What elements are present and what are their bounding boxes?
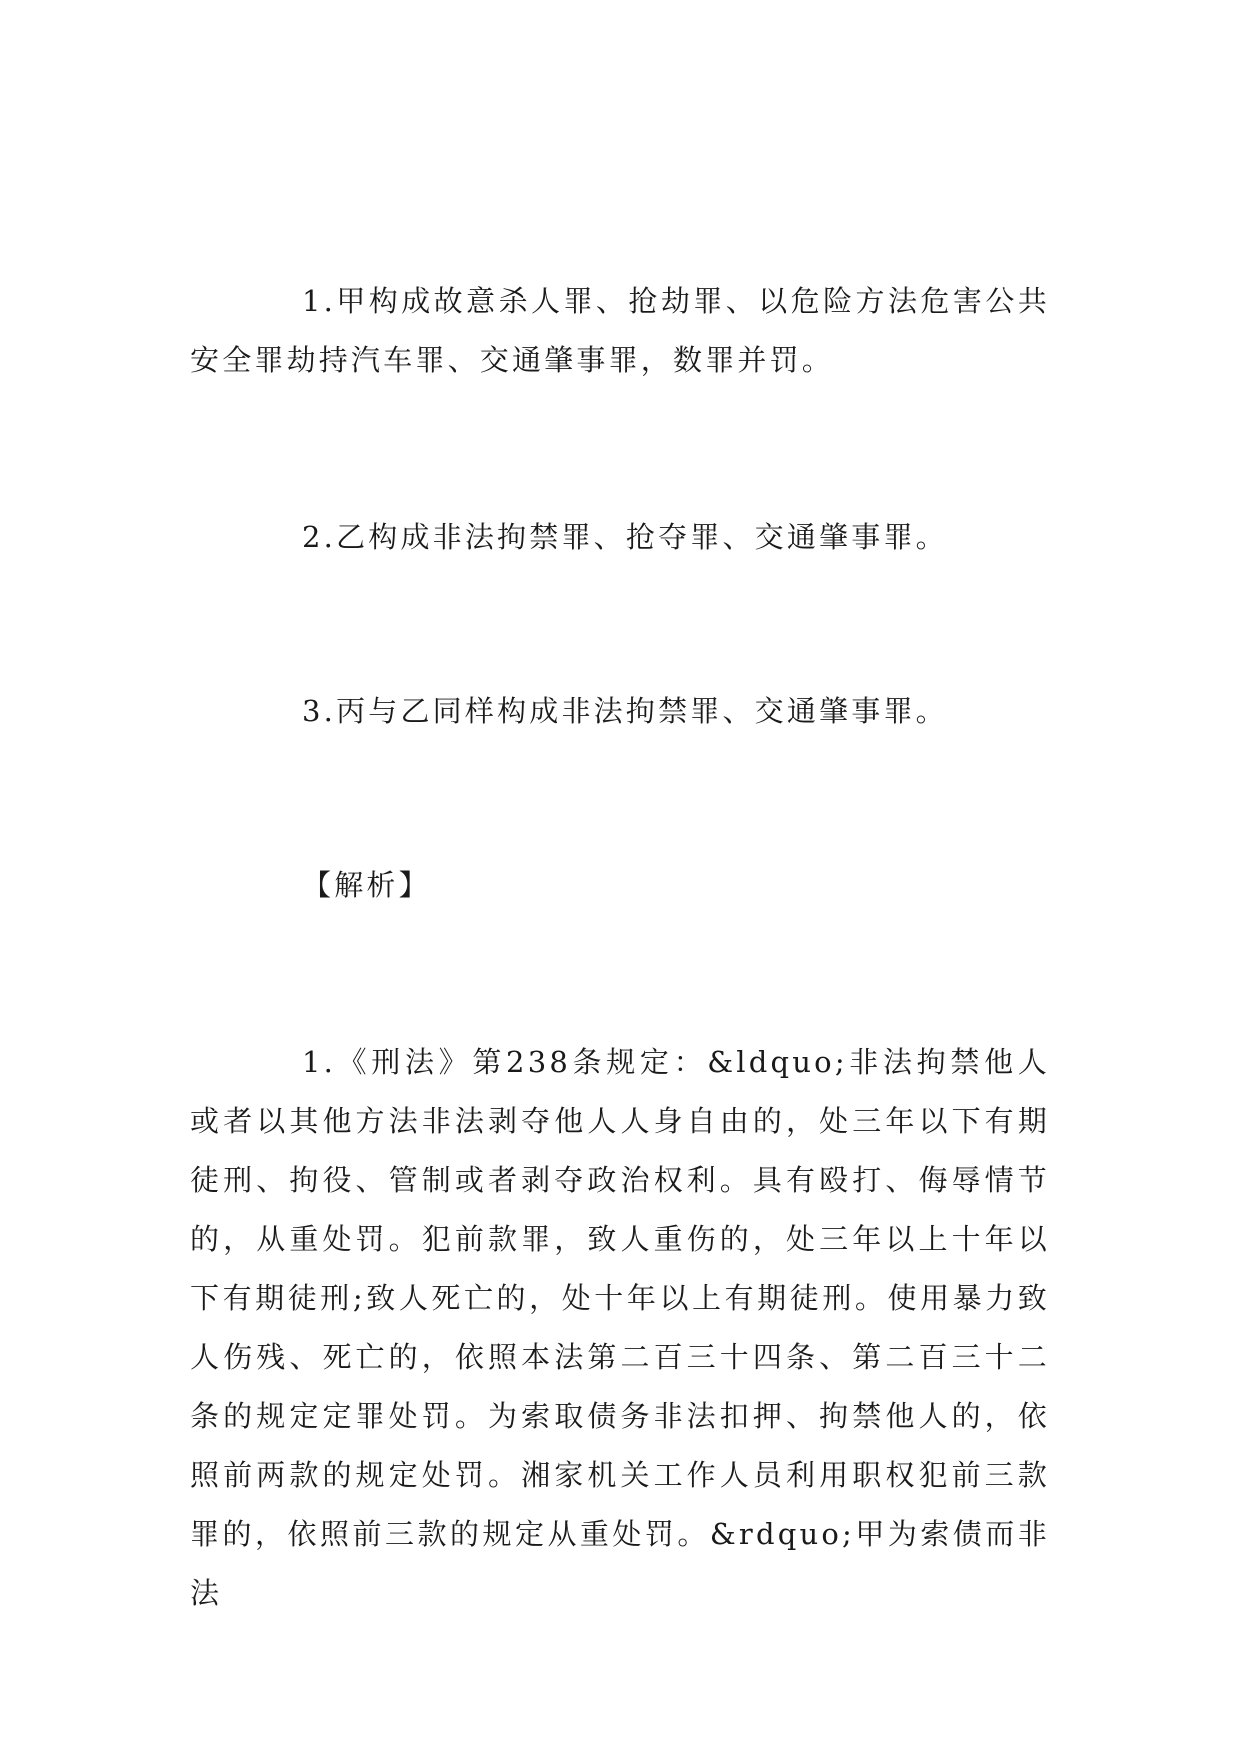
answer-paragraph-2: 2.乙构成非法拘禁罪、抢夺罪、交通肇事罪。 [302,520,948,554]
analysis-paragraph-1: 1.《刑法》第238条规定：&ldquo;非法拘禁他人或者以其他方法非法剥夺他人人身自由的，处三年以下有期徒刑、拘役、管制或者剥夺政治权利。具有殴打、侮辱情节的，从重处罚。犯前款罪，致人重伤的，处三年以上十年以下有期徒刑;致人死亡的，处十年以上有期徒刑。使用暴力致人伤残、死亡的，依照本法第二百三十四条、第二百三十二条的规定定罪处罚。为索取债务非法扣押、拘禁他人的，依照前两款的规定处罚。湘家机关工作人员利用职权犯前三款罪的，依照前三款的规定从重处罚。&rdquo;甲为索债而非法 [190,1045,1050,1610]
answer-paragraph-3: 3.丙与乙同样构成非法拘禁罪、交通肇事罪。 [302,694,948,728]
analysis-heading: 【解析】 [302,868,431,902]
answer-paragraph-1: 1.甲构成故意杀人罪、抢劫罪、以危险方法危害公共安全罪劫持汽车罪、交通肇事罪，数罪并罚。 [190,284,1050,377]
